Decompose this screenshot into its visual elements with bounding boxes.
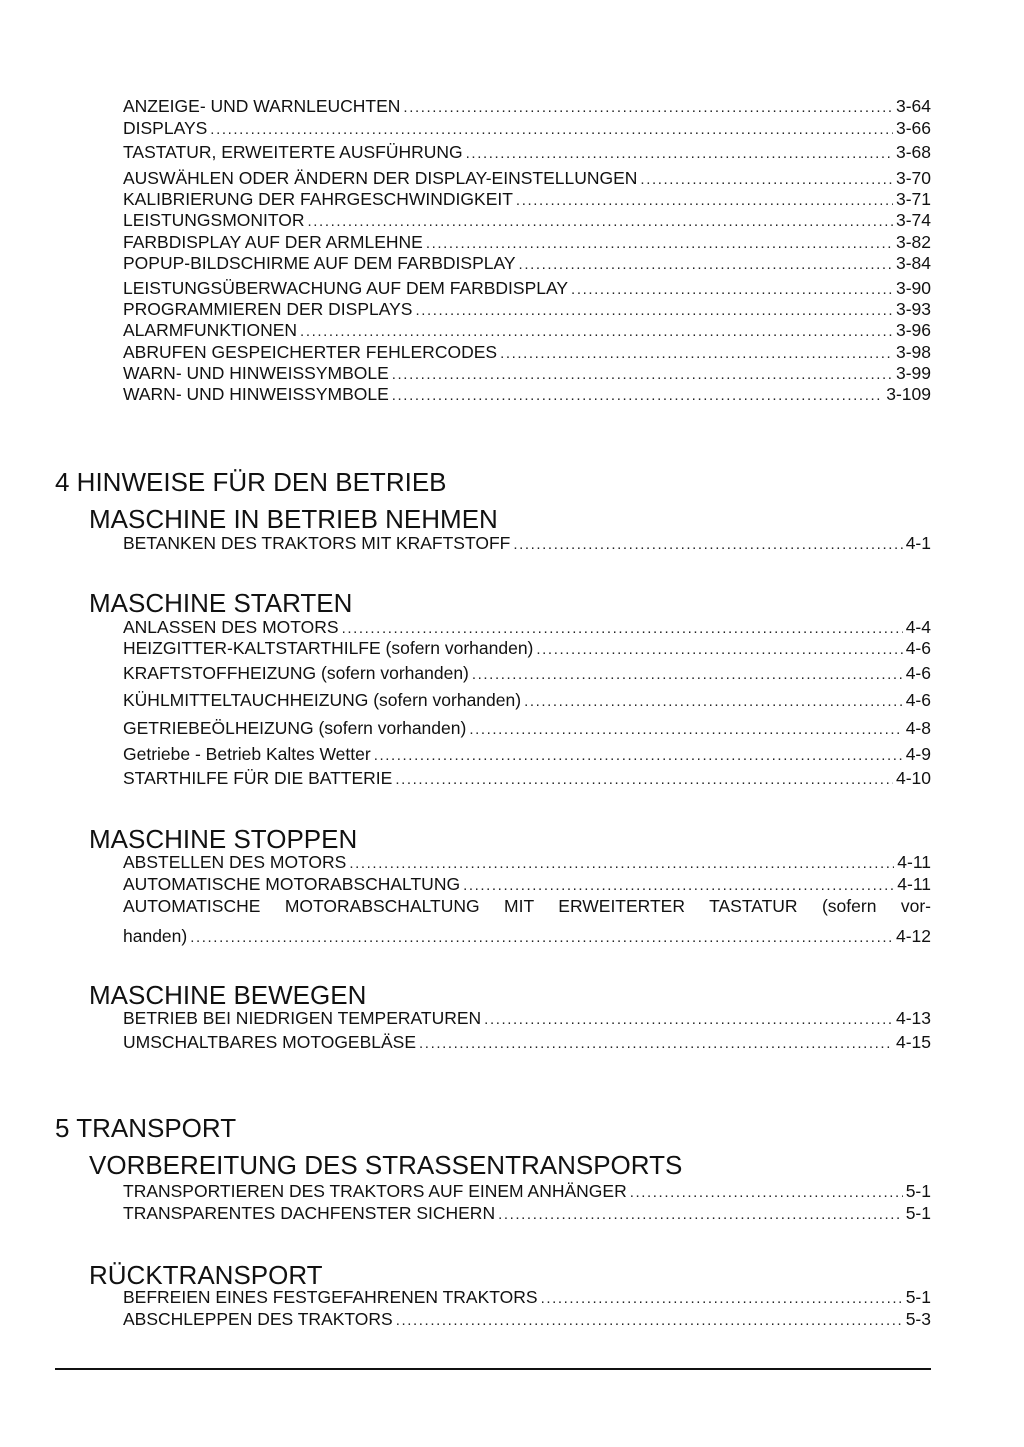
dot-leader <box>392 385 883 406</box>
section-heading: MASCHINE IN BETRIEB NEHMEN <box>89 504 498 534</box>
toc-entry-title: ABSTELLEN DES MOTORS <box>123 852 347 872</box>
toc-entry[interactable] <box>123 617 931 639</box>
dot-leader <box>472 664 903 685</box>
toc-entry-page: 3-71 <box>895 189 931 209</box>
toc-entry-title-line2: handen) <box>123 926 188 946</box>
toc-entry[interactable] <box>123 253 931 275</box>
toc-entry[interactable] <box>123 1203 931 1225</box>
dot-leader <box>415 300 893 321</box>
toc-entry[interactable] <box>123 768 931 790</box>
toc-entry-page: 5-1 <box>905 1287 931 1307</box>
dot-leader <box>392 364 893 385</box>
toc-entry-title: KRAFTSTOFFHEIZUNG (sofern vorhanden) <box>123 663 469 683</box>
dot-leader <box>516 190 893 211</box>
toc-entry[interactable] <box>123 189 931 211</box>
toc-entry[interactable] <box>123 1309 931 1331</box>
toc-entry-page: 4-11 <box>897 874 931 894</box>
dot-leader <box>190 927 893 948</box>
toc-entry-page: 3-66 <box>895 118 931 138</box>
dot-leader <box>419 1033 893 1054</box>
toc-entry-title: TASTATUR, ERWEITERTE AUSFÜHRUNG <box>123 142 463 162</box>
toc-entry[interactable] <box>123 744 931 766</box>
toc-entry-page: 4-9 <box>905 744 931 764</box>
toc-entry[interactable] <box>123 363 931 385</box>
toc-entry-title: DISPLAYS <box>123 118 208 138</box>
toc-entry[interactable] <box>123 690 931 712</box>
toc-entry[interactable] <box>123 168 931 190</box>
toc-entry[interactable] <box>123 874 931 896</box>
dot-leader <box>571 279 893 300</box>
toc-entry[interactable] <box>123 533 931 555</box>
toc-entry[interactable] <box>123 663 931 685</box>
chapter-heading: 4 HINWEISE FÜR DEN BETRIEB <box>55 467 447 497</box>
dot-leader <box>541 1288 903 1309</box>
toc-entry-title: WARN- UND HINWEISSYMBOLE <box>123 363 389 383</box>
toc-entry-page: 4-10 <box>895 768 931 788</box>
toc-entry-page: 3-74 <box>895 210 931 230</box>
toc-entry-page: 3-68 <box>895 142 931 162</box>
dot-leader <box>395 769 893 790</box>
toc-entry-page: 3-109 <box>886 384 931 404</box>
toc-entry-title: Getriebe - Betrieb Kaltes Wetter <box>123 744 371 764</box>
toc-entry-title: POPUP-BILDSCHIRME AUF DEM FARBDISPLAY <box>123 253 516 273</box>
toc-entry[interactable] <box>123 232 931 254</box>
dot-leader <box>469 719 902 740</box>
toc-entry-title: STARTHILFE FÜR DIE BATTERIE <box>123 768 393 788</box>
toc-entry-title: TRANSPORTIEREN DES TRAKTORS AUF EINEM ANHÄNGER <box>123 1181 627 1201</box>
toc-entry-title: BETANKEN DES TRAKTORS MIT KRAFTSTOFF <box>123 533 511 553</box>
dot-leader <box>513 534 902 555</box>
dot-leader <box>536 639 902 660</box>
toc-entry-title: KALIBRIERUNG DER FAHRGESCHWINDIGKEIT <box>123 189 513 209</box>
toc-entry-page: 3-84 <box>895 253 931 273</box>
section-heading: MASCHINE BEWEGEN <box>89 980 367 1010</box>
dot-leader <box>498 1204 903 1225</box>
toc-entry-page: 4-15 <box>895 1032 931 1052</box>
section-heading: MASCHINE STOPPEN <box>89 824 358 854</box>
toc-entry-page: 5-1 <box>905 1181 931 1201</box>
toc-entry[interactable] <box>123 1008 931 1030</box>
toc-entry-title: GETRIEBEÖLHEIZUNG (sofern vorhanden) <box>123 718 467 738</box>
dot-leader <box>403 97 893 118</box>
dot-leader <box>640 169 893 190</box>
dot-leader <box>374 745 903 766</box>
toc-entry[interactable] <box>123 96 931 118</box>
toc-entry-title-line1: AUTOMATISCHE MOTORABSCHALTUNG MIT ERWEITERTER TASTATUR (sofern vor- <box>123 896 931 916</box>
toc-entry-page: 3-64 <box>895 96 931 116</box>
toc-entry-page: 4-13 <box>895 1008 931 1028</box>
footer-rule <box>55 1368 931 1370</box>
toc-entry[interactable] <box>123 299 931 321</box>
toc-entry-title: LEISTUNGSMONITOR <box>123 210 305 230</box>
toc-entry[interactable] <box>123 718 931 740</box>
toc-entry-title: PROGRAMMIEREN DER DISPLAYS <box>123 299 413 319</box>
toc-entry-page: 5-3 <box>905 1309 931 1329</box>
toc-entry-title: AUTOMATISCHE MOTORABSCHALTUNG <box>123 874 461 894</box>
toc-entry-page: 4-1 <box>905 533 931 553</box>
chapter-heading: 5 TRANSPORT <box>55 1113 237 1143</box>
toc-entry-title: BEFREIEN EINES FESTGEFAHRENEN TRAKTORS <box>123 1287 538 1307</box>
toc-entry-title: TRANSPARENTES DACHFENSTER SICHERN <box>123 1203 496 1223</box>
toc-entry-title: ANZEIGE- UND WARNLEUCHTEN <box>123 96 401 116</box>
toc-entry-page: 3-70 <box>895 168 931 188</box>
toc-entry-page: 4-6 <box>905 690 931 710</box>
toc-entry-title: KÜHLMITTELTAUCHHEIZUNG (sofern vorhanden) <box>123 690 522 710</box>
toc-entry-page: 4-6 <box>905 638 931 658</box>
dot-leader <box>630 1182 903 1203</box>
toc-entry-page: 3-98 <box>895 342 931 362</box>
toc-entry[interactable] <box>123 320 931 342</box>
dot-leader <box>342 618 903 639</box>
toc-entry[interactable] <box>123 1032 931 1054</box>
toc-entry-page: 4-4 <box>905 617 931 637</box>
toc-entry-title: LEISTUNGSÜBERWACHUNG AUF DEM FARBDISPLAY <box>123 278 569 298</box>
dot-leader <box>308 211 893 232</box>
toc-entry-page: 5-1 <box>905 1203 931 1223</box>
toc-entry-page: 3-93 <box>895 299 931 319</box>
toc-entry-wrapped[interactable] <box>123 896 931 948</box>
toc-entry[interactable] <box>123 278 931 300</box>
toc-entry[interactable] <box>123 118 931 140</box>
toc-entry-title: UMSCHALTBARES MOTOGEBLÄSE <box>123 1032 417 1052</box>
toc-entry-title: WARN- UND HINWEISSYMBOLE <box>123 384 389 404</box>
dot-leader <box>466 143 893 164</box>
toc-entry-page: 4-6 <box>905 663 931 683</box>
dot-leader <box>396 1310 903 1331</box>
toc-entry[interactable] <box>123 1287 931 1309</box>
toc-entry[interactable] <box>123 638 931 660</box>
dot-leader <box>524 691 903 712</box>
toc-entry-title: ANLASSEN DES MOTORS <box>123 617 339 637</box>
toc-entry-title: AUSWÄHLEN ODER ÄNDERN DER DISPLAY-EINSTELLUNGEN <box>123 168 638 188</box>
dot-leader <box>463 875 894 896</box>
toc-entry-title: ABRUFEN GESPEICHERTER FEHLERCODES <box>123 342 498 362</box>
toc-entry[interactable] <box>123 852 931 874</box>
toc-entry-title: BETRIEB BEI NIEDRIGEN TEMPERATUREN <box>123 1008 482 1028</box>
dot-leader <box>210 119 893 140</box>
toc-entry-title: ABSCHLEPPEN DES TRAKTORS <box>123 1309 393 1329</box>
toc-entry-title: FARBDISPLAY AUF DER ARMLEHNE <box>123 232 423 252</box>
dot-leader <box>300 321 893 342</box>
toc-entry-page: 3-99 <box>895 363 931 383</box>
dot-leader <box>349 853 894 874</box>
toc-entry[interactable] <box>123 342 931 364</box>
toc-entry-title: ALARMFUNKTIONEN <box>123 320 298 340</box>
toc-entry[interactable] <box>123 142 931 164</box>
section-heading: VORBEREITUNG DES STRASSENTRANSPORTS <box>89 1150 683 1180</box>
toc-entry-page: 3-82 <box>895 232 931 252</box>
toc-entry-page: 3-96 <box>895 320 931 340</box>
section-heading: MASCHINE STARTEN <box>89 588 353 618</box>
toc-entry[interactable] <box>123 1181 931 1203</box>
toc-entry-page: 4-12 <box>895 926 931 946</box>
dot-leader <box>519 254 893 275</box>
dot-leader <box>500 343 893 364</box>
toc-entry-page: 3-90 <box>895 278 931 298</box>
toc-entry[interactable] <box>123 384 931 406</box>
toc-entry-page: 4-11 <box>897 852 931 872</box>
dot-leader <box>484 1009 893 1030</box>
toc-entry[interactable] <box>123 210 931 232</box>
dot-leader <box>426 233 893 254</box>
section-heading: RÜCKTRANSPORT <box>89 1260 323 1290</box>
toc-entry-title: HEIZGITTER-KALTSTARTHILFE (sofern vorhanden) <box>123 638 534 658</box>
toc-entry-page: 4-8 <box>905 718 931 738</box>
